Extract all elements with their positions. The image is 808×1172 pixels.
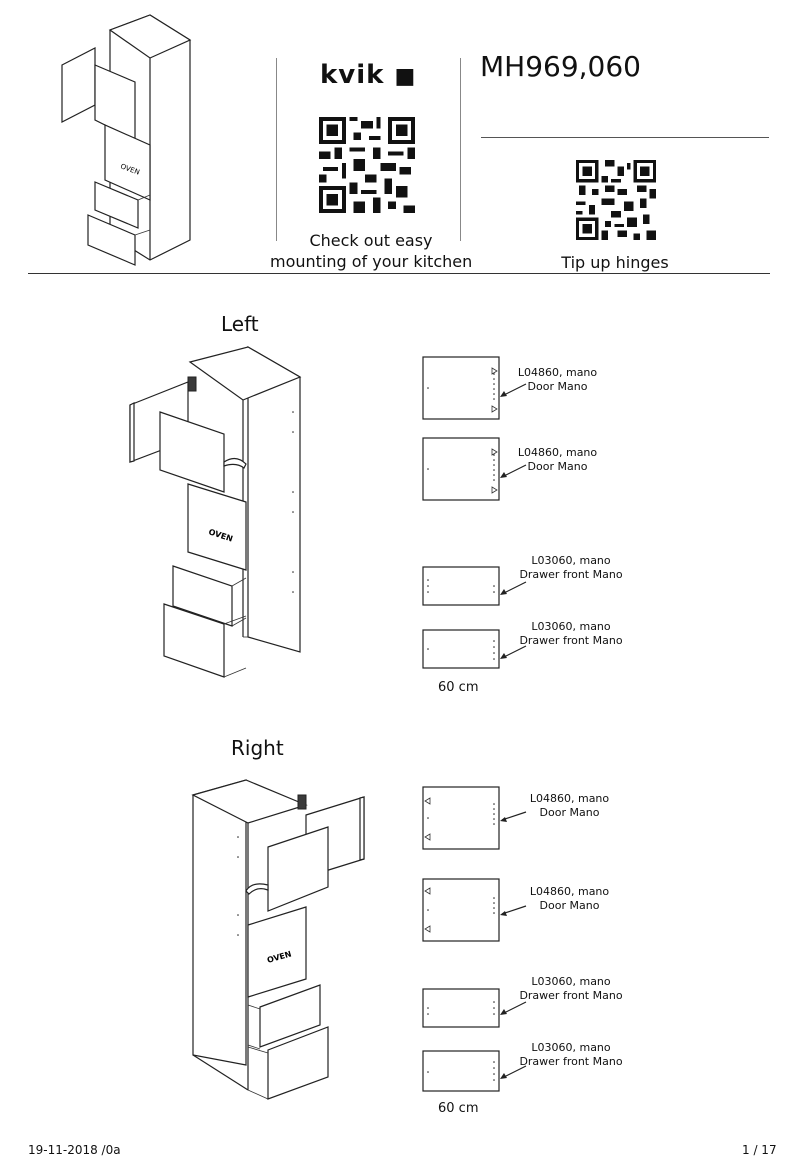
- part-label-right-2: [522, 885, 617, 913]
- oven-label-right: OVEN: [266, 949, 293, 965]
- oven-label-left: OVEN: [207, 527, 234, 544]
- part-label-left-1: [510, 366, 605, 394]
- brand-mark-icon: ■: [394, 64, 417, 89]
- cabinet-left-illustration: [128, 342, 338, 682]
- arrow-icon: [498, 1000, 528, 1020]
- part-drawer-right-1: [422, 988, 502, 1030]
- header-bottom-rule: [28, 273, 770, 274]
- part-name: Door Mano: [527, 380, 588, 393]
- part-code: L03060, mano: [531, 620, 611, 633]
- part-label-left-2: [510, 446, 605, 474]
- part-code: L03060, mano: [531, 554, 611, 567]
- width-label-right: 60 cm: [438, 1101, 479, 1116]
- header-divider-1: [276, 58, 277, 241]
- svg-text:OVEN: OVEN: [119, 162, 141, 177]
- part-door-left-2: [422, 437, 502, 503]
- part-door-left-1: [422, 356, 502, 422]
- width-label-left: 60 cm: [438, 680, 479, 695]
- part-code: L04860, mano: [517, 446, 598, 459]
- part-name: Door Mano: [527, 460, 588, 473]
- brand-name: kvik: [320, 60, 385, 90]
- part-name: Drawer front Mano: [519, 568, 623, 581]
- part-drawer-left-2: [422, 629, 502, 671]
- footer-page-number: 1 / 17: [742, 1143, 777, 1157]
- footer-date: 19-11-2018 /0a: [28, 1143, 121, 1157]
- part-door-right-1: [422, 786, 502, 852]
- qr-left-caption-line2: mounting of your kitchen: [270, 252, 473, 271]
- qr-left-caption-line1: Check out easy: [309, 231, 433, 250]
- arrow-icon: [498, 580, 528, 600]
- part-label-right-1: [522, 792, 617, 820]
- part-name: Door Mano: [539, 806, 600, 819]
- part-drawer-right-2: [422, 1050, 502, 1094]
- part-code: L04860, mano: [529, 792, 610, 805]
- part-label-left-4: [516, 620, 626, 648]
- part-code: L03060, mano: [531, 1041, 611, 1054]
- part-code: L04860, mano: [529, 885, 610, 898]
- brand-logo: [320, 60, 416, 90]
- qr-code-hinges-icon[interactable]: [576, 160, 656, 240]
- header-divider-2: [460, 58, 461, 241]
- product-code: MH969,060: [480, 50, 641, 83]
- part-door-right-2: [422, 878, 502, 944]
- part-label-right-4: [516, 1041, 626, 1069]
- qr-right-caption: Tip up hinges: [561, 253, 669, 272]
- part-name: Drawer front Mano: [519, 1055, 623, 1068]
- part-name: Drawer front Mano: [519, 989, 623, 1002]
- cabinet-right-illustration: [188, 765, 378, 1105]
- part-code: L04860, mano: [517, 366, 598, 379]
- header-cabinet-thumbnail: [50, 10, 250, 270]
- part-label-left-3: [516, 554, 626, 582]
- part-name: Drawer front Mano: [519, 634, 623, 647]
- section-title-left: Left: [221, 312, 259, 336]
- part-label-right-3: [516, 975, 626, 1003]
- qr-code-mounting-icon[interactable]: [319, 117, 415, 213]
- header-rule: [481, 137, 769, 138]
- part-drawer-left-1: [422, 566, 502, 608]
- part-name: Door Mano: [539, 899, 600, 912]
- section-title-right: Right: [231, 736, 284, 760]
- part-code: L03060, mano: [531, 975, 611, 988]
